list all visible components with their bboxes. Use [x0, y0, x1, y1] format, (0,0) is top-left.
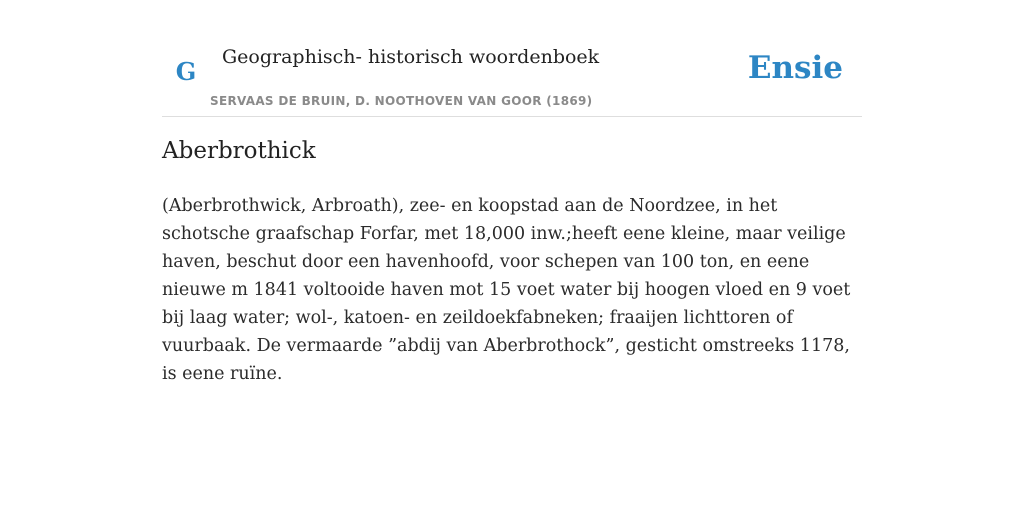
book-authors: SERVAAS DE BRUIN, D. NOOTHOVEN VAN GOOR (1869) — [210, 94, 593, 108]
book-title-link[interactable]: Geographisch- historisch woordenboek — [222, 46, 600, 68]
ensie-logo-link[interactable]: Ensie — [747, 50, 843, 86]
book-header — [162, 36, 862, 117]
entry-body: (Aberbrothwick, Arbroath), zee- en koopstad aan de Noordzee, in het schotsche graafschap Forfar, met 18,000 inw.;heeft eene kleine, maar veilige haven, beschut door een havenhoofd, voor schepen van 100 ton, en eene nieuwe m 1841 voltooide haven mot 15 voet water bij hoogen vloed en 9 voet bij laag water; wol-, katoen- en zeildoekfabneken; fraaijen lichttoren of vuurbaak. De vermaarde ”abdij van Aberbrothock”, gesticht omstreeks 1178, is eene ruïne. — [162, 196, 851, 384]
book-letter-icon[interactable]: G — [175, 57, 197, 86]
entry-title: Aberbrothick — [162, 138, 316, 164]
